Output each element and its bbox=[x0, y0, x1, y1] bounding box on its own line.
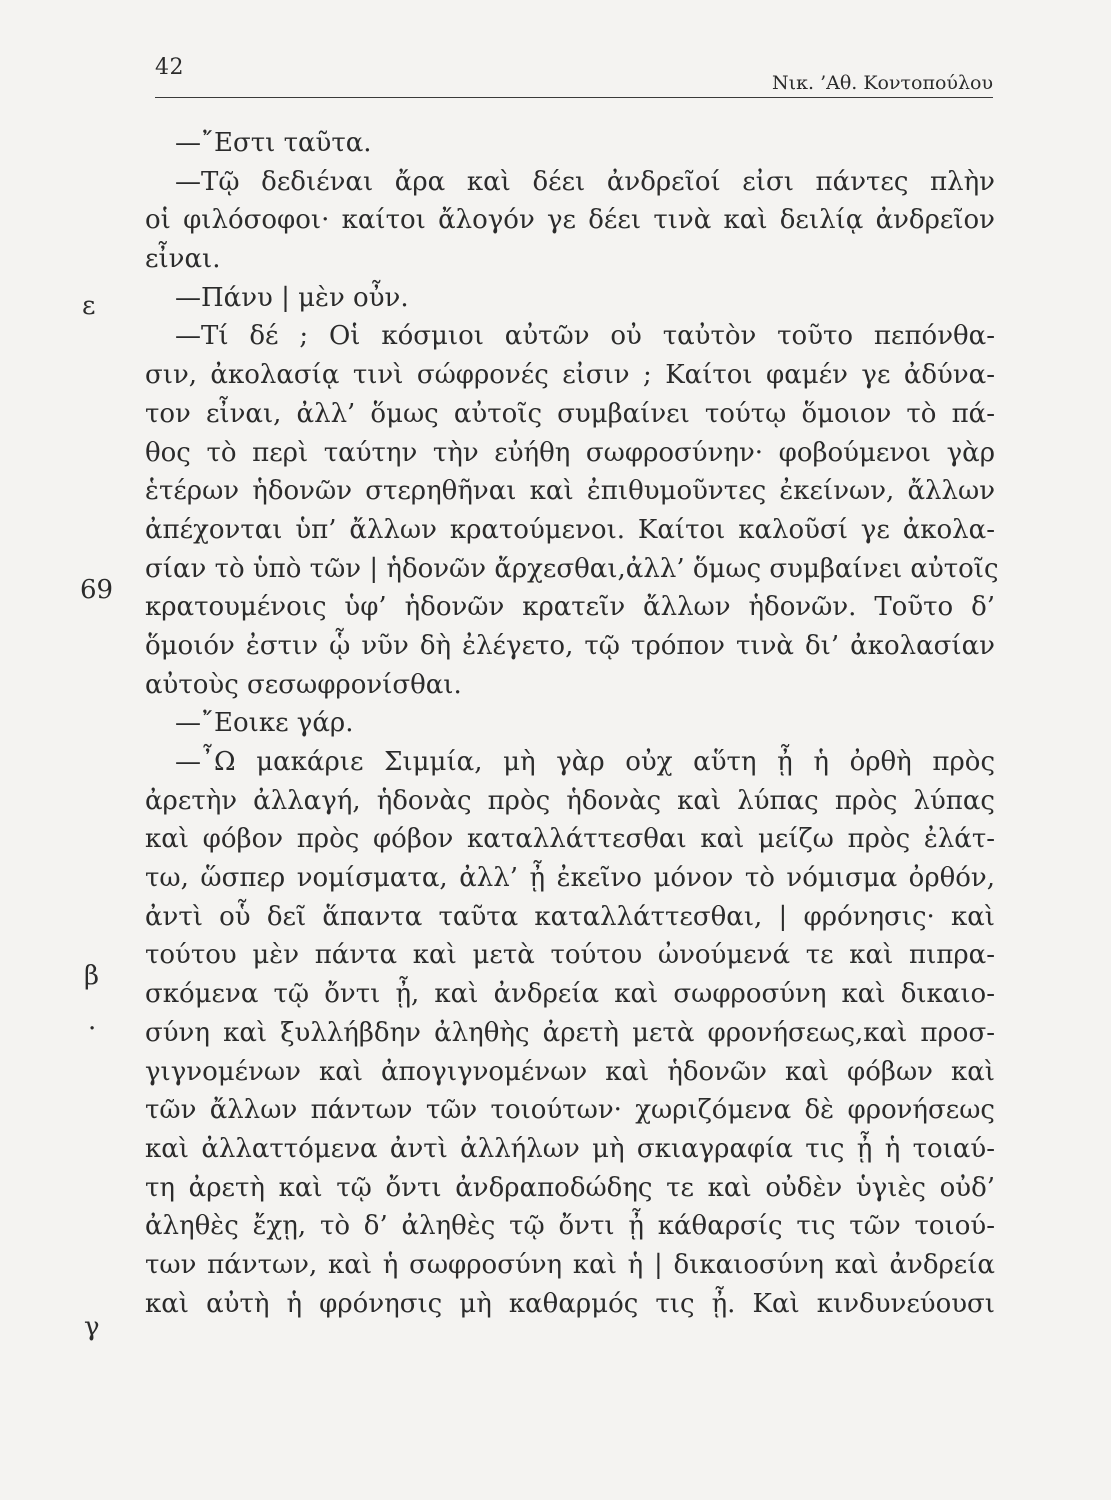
text-line: τούτου μὲν πάντα καὶ μετὰ τούτου ὠνούμενά τε καὶ πιπρα- bbox=[145, 940, 995, 971]
text-line: εἶναι. bbox=[145, 244, 221, 275]
margin-marker-g: γ bbox=[84, 1312, 100, 1342]
text-line: των πάντων, καὶ ἡ σωφροσύνη καὶ ἡ | δικαιοσύνη καὶ ἀνδρεία bbox=[145, 1249, 995, 1280]
text-line: ἀπέχονται ὑπ’ ἄλλων κρατούμενοι. Καίτοι καλοῦσί γε ἀκολα- bbox=[145, 514, 995, 545]
text-line: —῏Ω μακάριε Σιμμία, μὴ γὰρ οὐχ αὕτη ᾖ ἡ ὀρθὴ πρὸς bbox=[175, 747, 995, 777]
text-line: —῎Εστι ταῦτα. bbox=[175, 128, 372, 158]
text-line: καὶ αὐτὴ ἡ φρόνησις μὴ καθαρμός τις ᾖ. Καὶ κινδυνεύουσι bbox=[145, 1288, 995, 1319]
text-line: τη ἀρετὴ καὶ τῷ ὄντι ἀνδραποδώδης τε καὶ οὐδὲν ὑγιὲς οὐδ’ bbox=[145, 1172, 995, 1203]
text-line: κρατουμένοις ὑφ’ ἡδονῶν κρατεῖν ἄλλων ἡδονῶν. Τοῦτο δ’ bbox=[145, 592, 995, 623]
text-line: ἀντὶ οὗ δεῖ ἅπαντα ταῦτα καταλλάττεσθαι, | φρόνησις· καὶ bbox=[145, 901, 995, 932]
text-line: —Πάνυ | μὲν οὖν. bbox=[175, 282, 409, 313]
page-number: 42 bbox=[155, 55, 184, 80]
text-line: ἑτέρων ἡδονῶν στερηθῆναι καὶ ἐπιθυμοῦντες ἐκείνων, ἄλλων bbox=[145, 476, 995, 507]
text-line: ἀληθὲς ἔχῃ, τὸ δ’ ἀληθὲς τῷ ὄντι ᾖ κάθαρσίς τις τῶν τοιού- bbox=[145, 1211, 995, 1242]
margin-marker-b: β bbox=[84, 961, 100, 991]
text-line: γιγνομένων καὶ ἀπογιγνομένων καὶ ἡδονῶν καὶ φόβων καὶ bbox=[145, 1056, 995, 1087]
text-line: τῶν ἄλλων πάντων τῶν τοιούτων· χωριζόμενα δὲ φρονήσεως bbox=[145, 1095, 995, 1126]
text-line: σκόμενα τῷ ὄντι ᾖ, καὶ ἀνδρεία καὶ σωφροσύνη καὶ δικαιο- bbox=[145, 979, 995, 1010]
margin-marker-69: 69 bbox=[80, 575, 114, 605]
text-line: —῎Εοικε γάρ. bbox=[175, 708, 354, 739]
text-line: αὐτοὺς σεσωφρονίσθαι. bbox=[145, 669, 462, 700]
text-line: τω, ὥσπερ νομίσματα, ἀλλ’ ᾖ ἐκεῖνο μόνον τὸ νόμισμα ὀρθόν, bbox=[145, 863, 995, 894]
margin-marker-dot: · bbox=[88, 1014, 97, 1044]
text-line: οἱ φιλόσοφοι· καίτοι ἄλογόν γε δέει τινὰ καὶ δειλίᾳ ἀνδρεῖον bbox=[145, 205, 995, 236]
header-rule bbox=[155, 97, 993, 98]
text-line: σύνη καὶ ξυλλήβδην ἀληθὴς ἀρετὴ μετὰ φρονήσεως,καὶ προσ- bbox=[145, 1017, 995, 1048]
text-line: —Τί δέ ; Οἱ κόσμιοι αὐτῶν οὐ ταὐτὸν τοῦτο πεπόνθα- bbox=[175, 321, 995, 352]
margin-marker-e: ε bbox=[82, 291, 96, 321]
text-line: θος τὸ περὶ ταύτην τὴν εὐήθη σωφροσύνην· φοβούμενοι γὰρ bbox=[145, 437, 995, 468]
text-line: τον εἶναι, ἀλλ’ ὅμως αὐτοῖς συμβαίνει τούτῳ ὅμοιον τὸ πά- bbox=[145, 398, 995, 429]
text-line: καὶ φόβον πρὸς φόβον καταλλάττεσθαι καὶ μείζω πρὸς ἐλάτ- bbox=[145, 824, 995, 855]
running-head: Νικ. ’Αθ. Κοντοπούλου bbox=[772, 72, 993, 94]
text-line: σίαν τὸ ὑπὸ τῶν | ἡδονῶν ἄρχεσθαι,ἀλλ’ ὅμως συμβαίνει αὐτοῖς bbox=[145, 553, 999, 584]
text-line: σιν, ἀκολασίᾳ τινὶ σώφρονές εἰσιν ; Καίτοι φαμέν γε ἀδύνα- bbox=[145, 360, 995, 391]
text-line: ὅμοιόν ἐστιν ᾧ νῦν δὴ ἐλέγετο, τῷ τρόπον τινὰ δι’ ἀκολασίαν bbox=[145, 630, 995, 661]
text-line: ἀρετὴν ἀλλαγή, ἡδονὰς πρὸς ἡδονὰς καὶ λύπας πρὸς λύπας bbox=[145, 785, 995, 816]
body-text bbox=[145, 124, 999, 1323]
text-line: —Τῷ δεδιέναι ἄρα καὶ δέει ἀνδρεῖοί εἰσι πάντες πλὴν bbox=[175, 166, 995, 197]
text-line: καὶ ἀλλαττόμενα ἀντὶ ἀλλήλων μὴ σκιαγραφία τις ᾖ ἡ τοιαύ- bbox=[145, 1133, 995, 1164]
